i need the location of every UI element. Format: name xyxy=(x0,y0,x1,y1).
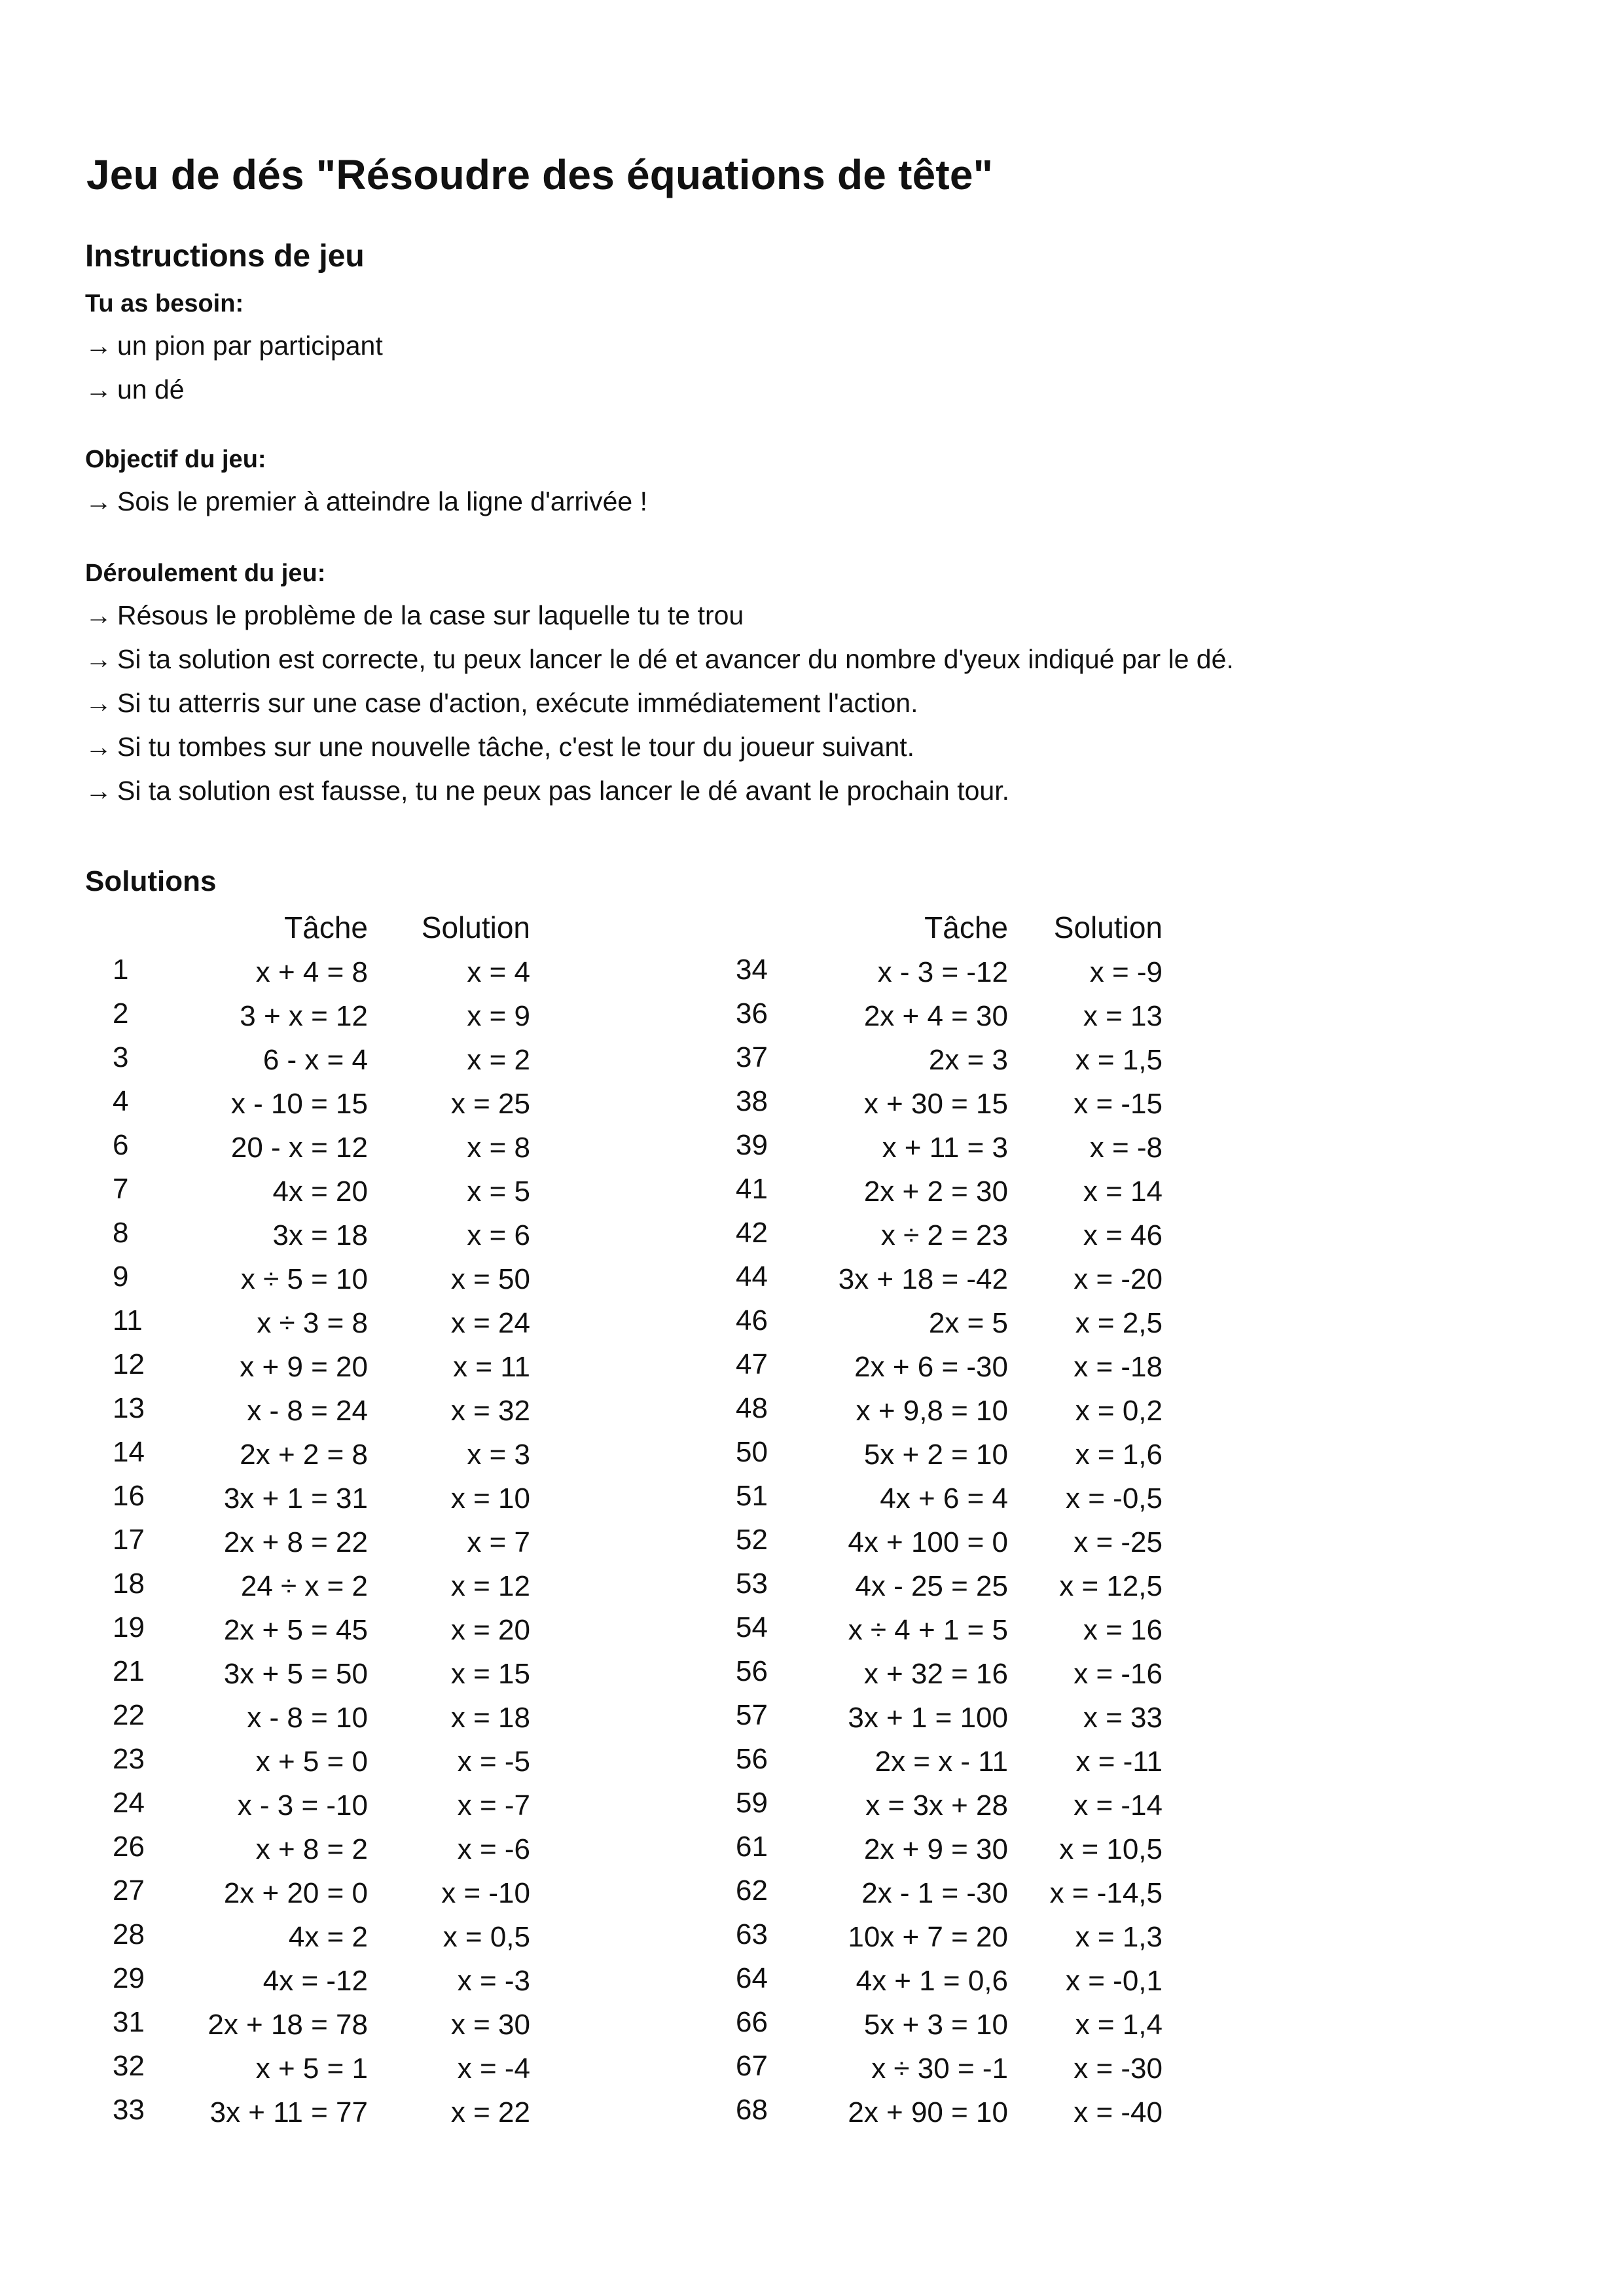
task-equation: x + 11 = 3 xyxy=(882,1132,1008,1164)
row-number: 47 xyxy=(736,1348,768,1380)
row-number: 59 xyxy=(736,1787,768,1819)
column-header-solution: Solution xyxy=(421,910,530,944)
task-equation: 3x + 1 = 100 xyxy=(848,1702,1008,1734)
row-number: 37 xyxy=(736,1041,768,1073)
task-equation: 3x = 18 xyxy=(272,1219,368,1251)
task-equation: 4x - 25 = 25 xyxy=(855,1570,1008,1602)
row-number: 21 xyxy=(113,1655,145,1687)
procedure-item xyxy=(85,600,744,631)
needs-item-text: un dé xyxy=(117,374,185,404)
row-number: 17 xyxy=(113,1524,145,1556)
task-equation: 2x + 8 = 22 xyxy=(223,1526,368,1558)
task-equation: 4x = -12 xyxy=(262,1965,368,1997)
procedure-item xyxy=(85,644,1234,675)
solution-value: x = 32 xyxy=(450,1395,530,1427)
row-number: 67 xyxy=(736,2050,768,2082)
row-number: 51 xyxy=(736,1480,768,1512)
task-equation: 3x + 18 = -42 xyxy=(838,1263,1008,1295)
row-number: 61 xyxy=(736,1831,768,1863)
solution-value: x = 5 xyxy=(467,1175,530,1208)
row-number: 6 xyxy=(113,1129,129,1161)
task-equation: 2x + 2 = 30 xyxy=(863,1175,1008,1208)
needs-item xyxy=(85,374,185,405)
task-equation: x + 4 = 8 xyxy=(255,956,368,988)
instructions-heading: Instructions de jeu xyxy=(85,239,365,274)
task-equation: 5x + 3 = 10 xyxy=(863,2009,1008,2041)
task-equation: 24 ÷ x = 2 xyxy=(240,1570,368,1602)
row-number: 2 xyxy=(113,997,129,1030)
row-number: 42 xyxy=(736,1217,768,1249)
row-number: 53 xyxy=(736,1568,768,1600)
row-number: 52 xyxy=(736,1524,768,1556)
task-equation: x ÷ 5 = 10 xyxy=(240,1263,368,1295)
solution-value: x = 10,5 xyxy=(1059,1833,1163,1865)
solution-value: x = 20 xyxy=(450,1614,530,1646)
column-header-task: Tâche xyxy=(924,910,1008,944)
task-equation: x - 8 = 10 xyxy=(247,1702,368,1734)
solution-value: x = -20 xyxy=(1074,1263,1163,1295)
procedure-item-text: Si tu tombes sur une nouvelle tâche, c'est le tour du joueur suivant. xyxy=(117,732,915,762)
needs-item xyxy=(85,331,383,361)
task-equation: 2x + 20 = 0 xyxy=(223,1877,368,1909)
solutions-heading: Solutions xyxy=(85,865,217,897)
arrow-icon: → xyxy=(85,688,112,718)
solution-value: x = -0,1 xyxy=(1066,1965,1163,1997)
task-equation: x - 10 = 15 xyxy=(230,1088,368,1120)
row-number: 33 xyxy=(113,2094,145,2126)
solution-value: x = 15 xyxy=(450,1658,530,1690)
column-header-task: Tâche xyxy=(284,910,368,944)
procedure-item-text: Si ta solution est fausse, tu ne peux pas lancer le dé avant le prochain tour. xyxy=(117,776,1009,806)
solution-value: x = 1,3 xyxy=(1075,1921,1163,1953)
row-number: 16 xyxy=(113,1480,145,1512)
solution-value: x = 16 xyxy=(1083,1614,1163,1646)
row-number: 9 xyxy=(113,1261,129,1293)
procedure-item xyxy=(85,688,918,719)
task-equation: x ÷ 2 = 23 xyxy=(880,1219,1008,1251)
row-number: 48 xyxy=(736,1392,768,1424)
solution-value: x = -8 xyxy=(1089,1132,1163,1164)
solution-value: x = -9 xyxy=(1089,956,1163,988)
solution-value: x = -6 xyxy=(457,1833,530,1865)
arrow-icon: → xyxy=(85,732,112,762)
task-equation: x + 5 = 1 xyxy=(255,2053,368,2085)
task-equation: x = 3x + 28 xyxy=(865,1789,1008,1821)
solution-value: x = 12,5 xyxy=(1059,1570,1163,1602)
row-number: 28 xyxy=(113,1918,145,1950)
task-equation: 2x + 2 = 8 xyxy=(240,1439,368,1471)
row-number: 56 xyxy=(736,1655,768,1687)
solution-value: x = 6 xyxy=(467,1219,530,1251)
row-number: 31 xyxy=(113,2006,145,2038)
row-number: 38 xyxy=(736,1085,768,1117)
task-equation: 20 - x = 12 xyxy=(230,1132,368,1164)
needs-item-text: un pion par participant xyxy=(117,331,383,361)
solution-value: x = 33 xyxy=(1083,1702,1163,1734)
solution-value: x = 18 xyxy=(450,1702,530,1734)
task-equation: 3x + 11 = 77 xyxy=(209,2096,368,2128)
task-equation: x + 9,8 = 10 xyxy=(856,1395,1008,1427)
row-number: 4 xyxy=(113,1085,129,1117)
row-number: 44 xyxy=(736,1261,768,1293)
solution-value: x = 0,2 xyxy=(1075,1395,1163,1427)
solution-value: x = 8 xyxy=(467,1132,530,1164)
solution-value: x = 30 xyxy=(450,2009,530,2041)
task-equation: x - 3 = -10 xyxy=(237,1789,368,1821)
row-number: 27 xyxy=(113,1874,145,1907)
task-equation: 2x + 6 = -30 xyxy=(854,1351,1008,1383)
solution-value: x = 9 xyxy=(467,1000,530,1032)
task-equation: x + 32 = 16 xyxy=(863,1658,1008,1690)
solution-value: x = -18 xyxy=(1074,1351,1163,1383)
task-equation: x + 30 = 15 xyxy=(863,1088,1008,1120)
solution-value: x = 24 xyxy=(450,1307,530,1339)
row-number: 62 xyxy=(736,1874,768,1907)
row-number: 57 xyxy=(736,1699,768,1731)
row-number: 8 xyxy=(113,1217,129,1249)
task-equation: x + 5 = 0 xyxy=(255,1746,368,1778)
column-header-solution: Solution xyxy=(1053,910,1163,944)
solution-value: x = -10 xyxy=(441,1877,530,1909)
solution-value: x = -15 xyxy=(1074,1088,1163,1120)
row-number: 66 xyxy=(736,2006,768,2038)
row-number: 13 xyxy=(113,1392,145,1424)
task-equation: x - 3 = -12 xyxy=(877,956,1008,988)
task-equation: 2x = 5 xyxy=(928,1307,1008,1339)
row-number: 26 xyxy=(113,1831,145,1863)
solution-value: x = 3 xyxy=(467,1439,530,1471)
task-equation: 4x + 1 = 0,6 xyxy=(856,1965,1008,1997)
task-equation: 2x + 90 = 10 xyxy=(848,2096,1008,2128)
task-equation: x + 9 = 20 xyxy=(240,1351,368,1383)
row-number: 18 xyxy=(113,1568,145,1600)
solution-value: x = -14,5 xyxy=(1049,1877,1163,1909)
row-number: 7 xyxy=(113,1173,129,1205)
task-equation: 2x + 18 = 78 xyxy=(208,2009,368,2041)
solution-value: x = -16 xyxy=(1074,1658,1163,1690)
solution-value: x = 2 xyxy=(467,1044,530,1076)
procedure-item xyxy=(85,732,914,762)
row-number: 3 xyxy=(113,1041,129,1073)
task-equation: 10x + 7 = 20 xyxy=(848,1921,1008,1953)
solution-value: x = -25 xyxy=(1074,1526,1163,1558)
solution-value: x = 46 xyxy=(1083,1219,1163,1251)
task-equation: 4x = 20 xyxy=(272,1175,368,1208)
arrow-icon: → xyxy=(85,600,112,630)
solution-value: x = -11 xyxy=(1075,1746,1163,1778)
task-equation: x ÷ 30 = -1 xyxy=(871,2053,1008,2085)
needs-label: Tu as besoin: xyxy=(85,290,244,317)
task-equation: 4x + 6 = 4 xyxy=(880,1482,1008,1515)
task-equation: x ÷ 4 + 1 = 5 xyxy=(848,1614,1008,1646)
row-number: 14 xyxy=(113,1436,145,1468)
goal-item-text: Sois le premier à atteindre la ligne d'arrivée ! xyxy=(117,486,648,516)
solution-value: x = -0,5 xyxy=(1066,1482,1163,1515)
task-equation: 3x + 1 = 31 xyxy=(223,1482,368,1515)
row-number: 68 xyxy=(736,2094,768,2126)
task-equation: 5x + 2 = 10 xyxy=(863,1439,1008,1471)
task-equation: 2x = 3 xyxy=(928,1044,1008,1076)
row-number: 1 xyxy=(113,954,129,986)
solution-value: x = 10 xyxy=(450,1482,530,1515)
solution-value: x = -5 xyxy=(457,1746,530,1778)
solution-value: x = 1,5 xyxy=(1075,1044,1163,1076)
task-equation: 2x + 4 = 30 xyxy=(863,1000,1008,1032)
task-equation: 2x + 9 = 30 xyxy=(863,1833,1008,1865)
procedure-label: Déroulement du jeu: xyxy=(85,560,326,587)
solution-value: x = 22 xyxy=(450,2096,530,2128)
row-number: 29 xyxy=(113,1962,145,1994)
arrow-icon: → xyxy=(85,331,112,361)
row-number: 12 xyxy=(113,1348,145,1380)
arrow-icon: → xyxy=(85,486,112,516)
solution-value: x = 7 xyxy=(467,1526,530,1558)
row-number: 64 xyxy=(736,1962,768,1994)
row-number: 56 xyxy=(736,1743,768,1775)
solution-value: x = 1,6 xyxy=(1075,1439,1163,1471)
row-number: 23 xyxy=(113,1743,145,1775)
procedure-item-text: Si ta solution est correcte, tu peux lancer le dé et avancer du nombre d'yeux indiqué par le dé. xyxy=(117,644,1234,674)
arrow-icon: → xyxy=(85,374,112,404)
solution-value: x = 14 xyxy=(1083,1175,1163,1208)
task-equation: 4x = 2 xyxy=(288,1921,368,1953)
task-equation: 3x + 5 = 50 xyxy=(223,1658,368,1690)
row-number: 11 xyxy=(113,1304,143,1336)
row-number: 41 xyxy=(736,1173,768,1205)
procedure-item-text: Résous le problème de la case sur laquelle tu te trou xyxy=(117,600,744,630)
procedure-item xyxy=(85,776,1009,806)
row-number: 36 xyxy=(736,997,768,1030)
page-title: Jeu de dés "Résoudre des équations de tête" xyxy=(86,151,994,198)
task-equation: 4x + 100 = 0 xyxy=(848,1526,1008,1558)
task-equation: 3 + x = 12 xyxy=(240,1000,368,1032)
procedure-item-text: Si tu atterris sur une case d'action, exécute immédiatement l'action. xyxy=(117,688,918,718)
task-equation: 2x + 5 = 45 xyxy=(223,1614,368,1646)
solution-value: x = -14 xyxy=(1074,1789,1163,1821)
row-number: 19 xyxy=(113,1611,145,1643)
solution-value: x = -30 xyxy=(1074,2053,1163,2085)
task-equation: 2x - 1 = -30 xyxy=(861,1877,1008,1909)
arrow-icon: → xyxy=(85,644,112,674)
arrow-icon: → xyxy=(85,776,112,806)
row-number: 46 xyxy=(736,1304,768,1336)
row-number: 39 xyxy=(736,1129,768,1161)
solution-value: x = -4 xyxy=(457,2053,530,2085)
goal-label: Objectif du jeu: xyxy=(85,446,266,473)
row-number: 34 xyxy=(736,954,768,986)
task-equation: 2x = x - 11 xyxy=(875,1746,1008,1778)
solution-value: x = -3 xyxy=(457,1965,530,1997)
solution-value: x = 12 xyxy=(450,1570,530,1602)
solution-value: x = -40 xyxy=(1074,2096,1163,2128)
row-number: 63 xyxy=(736,1918,768,1950)
goal-item xyxy=(85,486,647,517)
row-number: 22 xyxy=(113,1699,145,1731)
solution-value: x = 13 xyxy=(1083,1000,1163,1032)
solution-value: x = 0,5 xyxy=(442,1921,530,1953)
solution-value: x = 4 xyxy=(467,956,530,988)
task-equation: x - 8 = 24 xyxy=(247,1395,368,1427)
task-equation: x ÷ 3 = 8 xyxy=(257,1307,368,1339)
row-number: 50 xyxy=(736,1436,768,1468)
solution-value: x = 11 xyxy=(453,1351,530,1383)
task-equation: 6 - x = 4 xyxy=(262,1044,368,1076)
task-equation: x + 8 = 2 xyxy=(255,1833,368,1865)
row-number: 54 xyxy=(736,1611,768,1643)
solution-value: x = 25 xyxy=(450,1088,530,1120)
solution-value: x = 1,4 xyxy=(1075,2009,1163,2041)
row-number: 24 xyxy=(113,1787,145,1819)
solution-value: x = 50 xyxy=(450,1263,530,1295)
solution-value: x = -7 xyxy=(457,1789,530,1821)
solution-value: x = 2,5 xyxy=(1075,1307,1163,1339)
row-number: 32 xyxy=(113,2050,145,2082)
